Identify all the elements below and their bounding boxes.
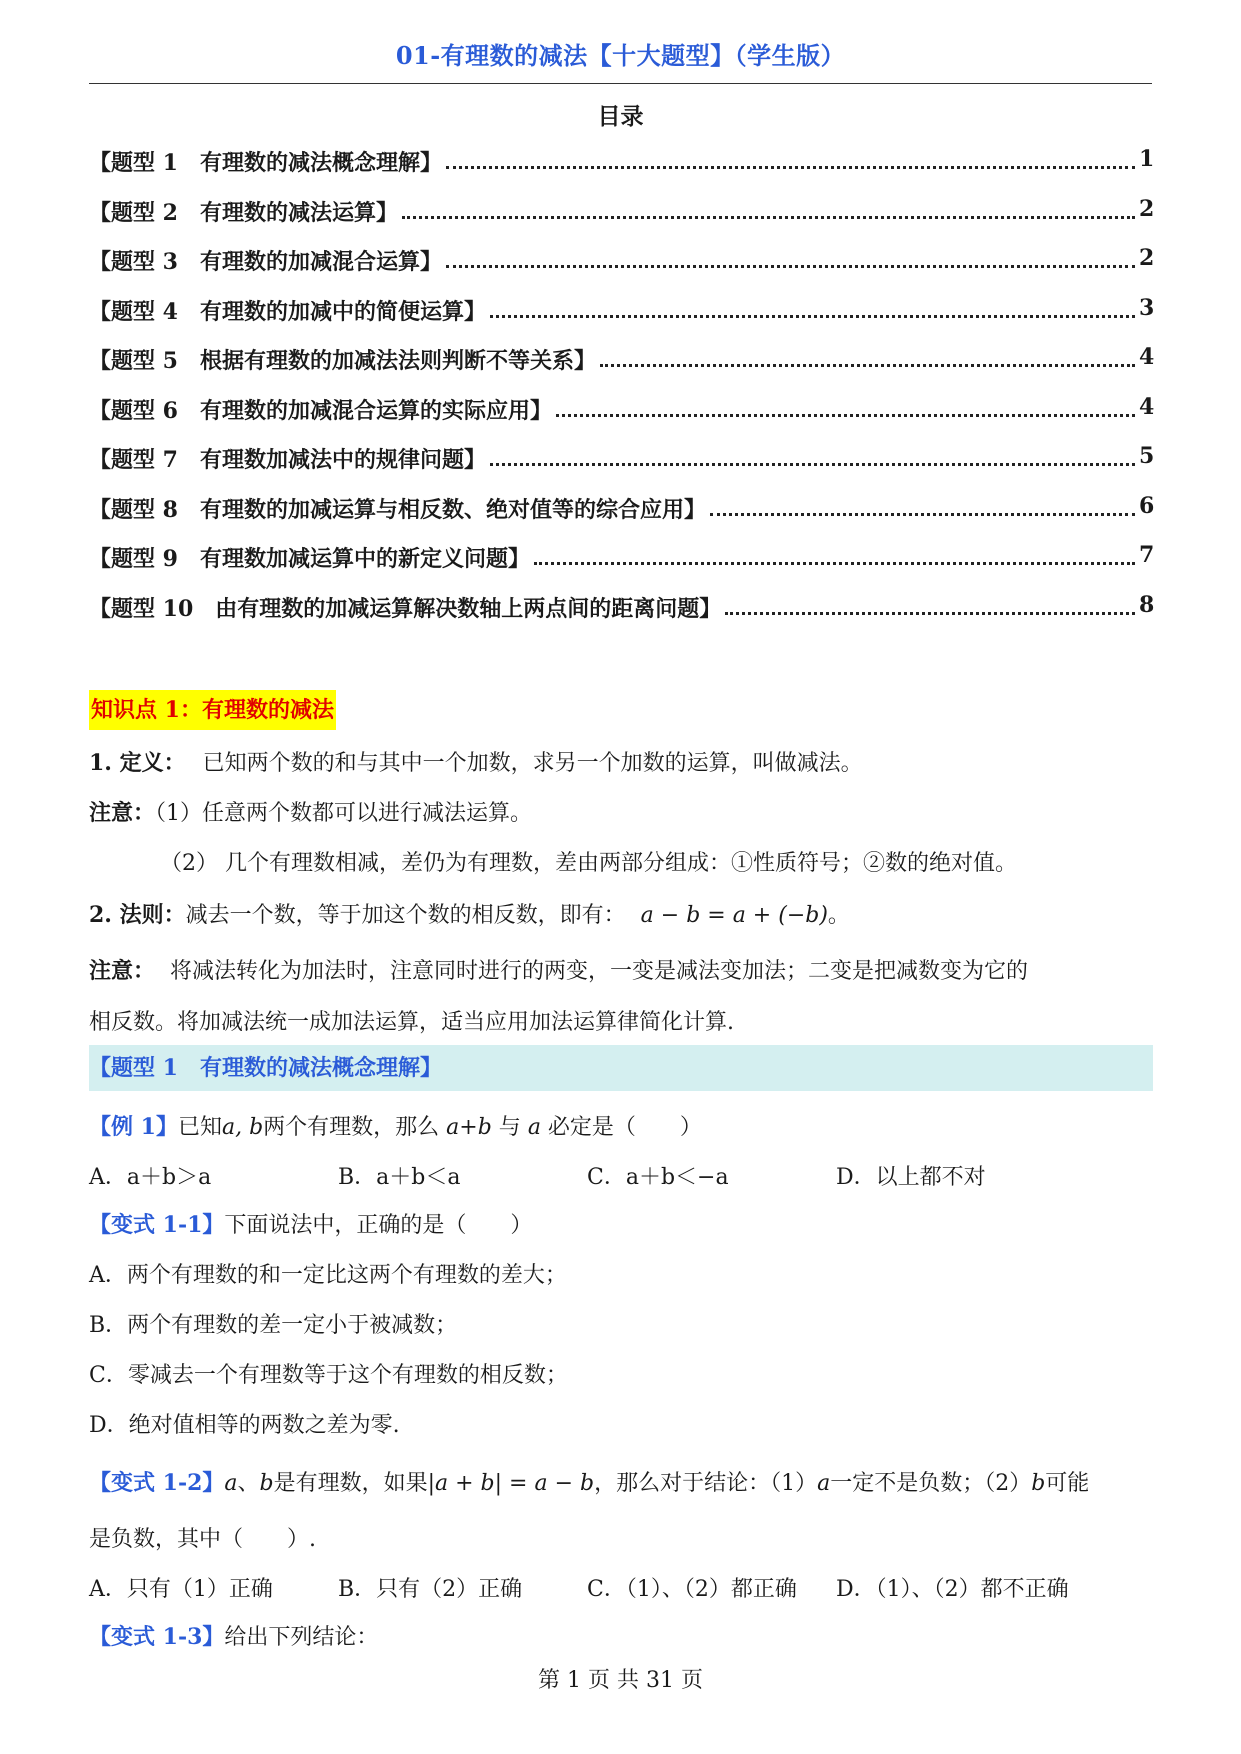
toc-entry[interactable] — [89, 146, 1153, 196]
definition-text: 已知两个数的和与其中一个加数，求另一个加数的运算，叫做减法。 — [202, 751, 863, 776]
note-text: （1）任意两个数都可以进行减法运算。 — [155, 801, 533, 826]
variant-1-3-question — [89, 1620, 1153, 1651]
toc-entry[interactable] — [89, 493, 1153, 543]
toc-entry-page: 1 — [1139, 146, 1155, 172]
toc-entry-page: 5 — [1139, 443, 1155, 469]
toc-entry[interactable] — [89, 542, 1153, 592]
option-d[interactable]: D．以上都不对 — [836, 1165, 986, 1190]
variant-1-1-option-c[interactable]: C．零减去一个有理数等于这个有理数的相反数； — [89, 1363, 568, 1388]
variant-tag: 【变式 1-2】 — [89, 1470, 225, 1496]
toc-entry-page: 4 — [1139, 393, 1155, 420]
toc-entry[interactable] — [89, 344, 1153, 394]
toc-entry-page: 2 — [1139, 195, 1155, 222]
example-text-a: 已知 — [177, 1115, 222, 1140]
rule-end: 。 — [827, 903, 850, 928]
option-a[interactable]: A．a＋b＞a — [89, 1165, 212, 1190]
toc-entry-label: 【题型 4 有理数的加减中的简便运算】 — [89, 298, 486, 325]
toc-entry-label: 【题型 7 有理数加减法中的规律问题】 — [89, 447, 486, 473]
definition-paragraph — [89, 746, 1153, 777]
section-heading-band — [89, 1045, 1153, 1091]
toc-entry-page: 2 — [1139, 245, 1155, 271]
toc-entry-page: 8 — [1139, 591, 1155, 618]
toc-leader-dots — [556, 394, 1135, 417]
definition-label: 1. 定义： — [89, 750, 186, 776]
rule-formula: a − b = a + (−b) — [640, 903, 828, 928]
toc-entry[interactable] — [89, 245, 1153, 295]
variant-1-1-option-b[interactable]: B．两个有理数的差一定小于被减数； — [89, 1313, 458, 1338]
note-paragraph-3 — [89, 954, 1153, 985]
toc-leader-dots — [490, 295, 1135, 318]
toc-leader-dots — [402, 196, 1135, 219]
toc-entry-page: 6 — [1139, 492, 1155, 519]
toc-entry-page: 3 — [1139, 294, 1155, 321]
variant-text: 给出下列结论： — [224, 1625, 379, 1650]
rule-label: 2. 法则： — [89, 902, 186, 928]
option-d[interactable]: D．（1）、（2）都不正确 — [836, 1577, 1069, 1602]
toc-leader-dots — [600, 344, 1135, 367]
toc-entry-label: 【题型 6 有理数的加减混合运算的实际应用】 — [89, 397, 552, 424]
toc-entry-label: 【题型 8 有理数的加减运算与相反数、绝对值等的综合应用】 — [89, 496, 706, 523]
example-var-a: a — [527, 1115, 541, 1140]
document-title: 01-有理数的减法【十大题型】（学生版） — [395, 41, 846, 70]
toc-leader-dots — [534, 542, 1135, 565]
toc-entry[interactable] — [89, 394, 1153, 444]
variant-tag: 【变式 1-1】 — [89, 1212, 225, 1238]
page-footer: 第 1 页 共 31 页 — [538, 1668, 703, 1693]
table-of-contents — [89, 146, 1153, 641]
variant-tag: 【变式 1-3】 — [89, 1624, 225, 1650]
toc-entry[interactable] — [89, 196, 1153, 246]
toc-entry[interactable] — [89, 295, 1153, 345]
note-paragraph-2 — [160, 846, 1150, 877]
toc-entry-label: 【题型 10 由有理数的加减运算解决数轴上两点间的距离问题】 — [89, 595, 722, 622]
example-options — [89, 1160, 1153, 1191]
toc-entry[interactable] — [89, 592, 1153, 642]
toc-entry-page: 4 — [1139, 344, 1155, 370]
example-tag: 【例 1】 — [89, 1114, 178, 1140]
toc-heading: 目录 — [597, 103, 644, 130]
toc-leader-dots — [725, 592, 1135, 615]
toc-entry-label: 【题型 3 有理数的加减混合运算】 — [89, 249, 442, 275]
example-expr: a+b — [446, 1115, 492, 1140]
note-paragraph — [89, 796, 1153, 827]
toc-leader-dots — [490, 443, 1135, 466]
knowledge-point-title: 知识点 1：有理数的减法 — [89, 690, 336, 730]
toc-entry-label: 【题型 2 有理数的减法运算】 — [89, 199, 398, 226]
toc-entry-page: 7 — [1139, 542, 1155, 568]
toc-entry-label: 【题型 5 根据有理数的加减法法则判断不等关系】 — [89, 348, 596, 374]
note-text-3-cont: 相反数。将加减法统一成加法运算，适当应用加法运算律简化计算. — [89, 1010, 734, 1035]
note-label-3: 注意： — [89, 958, 156, 984]
rule-text: 减去一个数，等于加这个数的相反数，即有： — [185, 903, 626, 928]
example-question — [89, 1110, 1153, 1141]
toc-entry[interactable] — [89, 443, 1153, 493]
header-divider — [89, 83, 1152, 84]
variant-1-2-question-cont: 是负数，其中（ ）. — [89, 1527, 316, 1552]
option-b[interactable]: B．只有（2）正确 — [338, 1577, 523, 1602]
note-text-2: （2） 几个有理数相减，差仍为有理数，差由两部分组成：①性质符号；②数的绝对值。 — [160, 851, 1017, 876]
example-text-d: 必定是（ ） — [540, 1115, 702, 1140]
variant-1-1-question — [89, 1208, 1153, 1239]
toc-leader-dots — [446, 245, 1135, 268]
option-b[interactable]: B．a＋b＜a — [338, 1165, 461, 1190]
toc-leader-dots — [446, 146, 1135, 169]
variant-text: 𝑎、𝑏是有理数，如果|𝑎 + 𝑏| = 𝑎 − 𝑏，那么对于结论：（1）𝑎一定不是负数；（2）𝑏可能 — [224, 1471, 1090, 1496]
note-label: 注意： — [89, 800, 156, 826]
variant-text: 下面说法中，正确的是（ ） — [224, 1213, 533, 1238]
example-text-b: 两个有理数，那么 — [263, 1115, 447, 1140]
variant-1-1-option-d[interactable]: D．绝对值相等的两数之差为零. — [89, 1413, 400, 1438]
note-text-3: 将减法转化为加法时，注意同时进行的两变，一变是减法变加法；二变是把减数变为它的 — [170, 959, 1029, 984]
rule-paragraph — [89, 898, 1153, 929]
option-c[interactable]: C．（1）、（2）都正确 — [587, 1577, 797, 1602]
variant-1-1-option-a[interactable]: A．两个有理数的和一定比这两个有理数的差大； — [89, 1263, 567, 1288]
note-paragraph-3-cont — [89, 1005, 1153, 1036]
option-c[interactable]: C．a＋b＜−a — [587, 1165, 729, 1190]
variant-1-2-options — [89, 1572, 1153, 1603]
toc-entry-label: 【题型 9 有理数加减运算中的新定义问题】 — [89, 546, 530, 572]
toc-entry-label: 【题型 1 有理数的减法概念理解】 — [89, 150, 442, 176]
example-vars: a, b — [221, 1115, 264, 1140]
section-heading: 【题型 1 有理数的减法概念理解】 — [89, 1055, 442, 1081]
option-a[interactable]: A．只有（1）正确 — [89, 1577, 273, 1602]
toc-leader-dots — [710, 493, 1135, 516]
example-text-c: 与 — [491, 1115, 528, 1140]
variant-1-2-question — [89, 1466, 1153, 1497]
